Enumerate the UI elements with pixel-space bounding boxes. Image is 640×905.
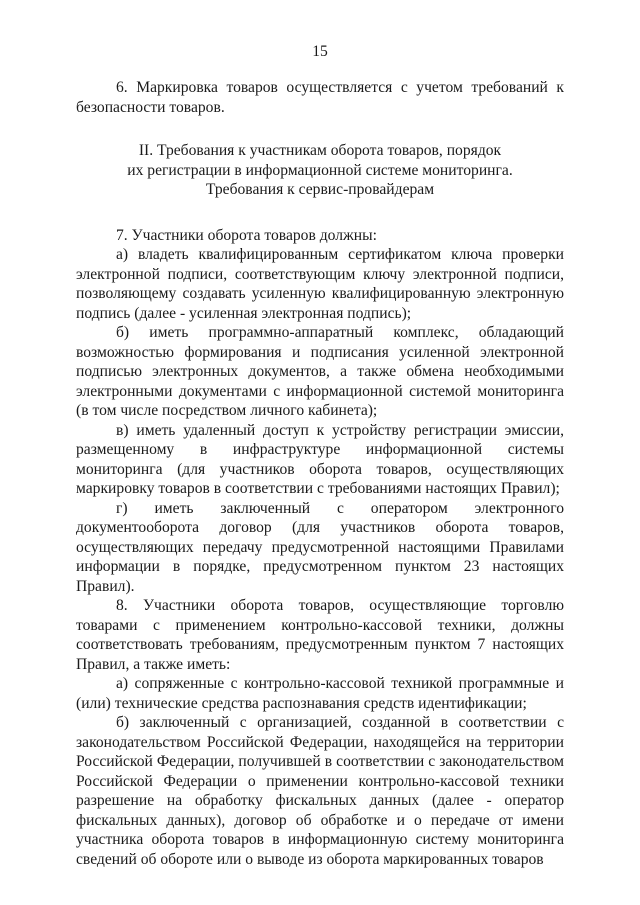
section-heading — [76, 141, 564, 200]
section-heading-line-3: Требования к сервис-провайдерам — [205, 181, 435, 198]
paragraph-8b: б) заключенный с организацией, созданной в соответствии с законодательством Российской Федерации, находящейся на территории Российской Федерации, получившей в соответствии с законодательством Российской Федерации о применении контрольно-кассовой техники разрешение на обработку фискальных данных (далее - оператор фискальных данных), договор об обработке и о передаче от имени участника оборота товаров в информационную систему мониторинга сведений об обороте или о выводе из оборота маркированных товаров — [76, 714, 564, 868]
paragraph-7b: б) иметь программно-аппаратный комплекс, обладающий возможностью формирования и подписания усиленной электронной подписью электронных документов, а также обмена необходимыми электронными документами с информационной системой мониторинга (в том числе посредством личного кабинета); — [76, 324, 564, 419]
paragraph-7v: в) иметь удаленный доступ к устройству регистрации эмиссии, размещенному в инфраструктуре информационной системы мониторинга (для участников оборота товаров, осуществляющих маркировку товаров в соответствии с требованиями настоящих Правил); — [76, 421, 564, 497]
paragraph-8: 8. Участники оборота товаров, осуществляющие торговлю товарами с применением контрольно-кассовой техники, должны соответствовать требованиям, предусмотренным пунктом 7 настоящих Правил, а также иметь: — [76, 597, 564, 673]
paragraph-7g: г) иметь заключенный с оператором электронного документооборота договор (для участников оборота товаров, осуществляющих передачу предусмотренной настоящими Правилами информации в порядке, предусмотренном пунктом 23 настоящих Правил). — [76, 499, 564, 595]
paragraph-6: 6. Маркировка товаров осуществляется с учетом требований к безопасности товаров. — [76, 79, 564, 116]
section-heading-line-1: II. Требования к участникам оборота товаров, порядок — [138, 142, 502, 159]
paragraph-7a: а) владеть квалифицированным сертификатом ключа проверки электронной подписи, соответствующим ключу электронной подписи, позволяющему создавать усиленную квалифицированную электронную подпись (далее - усиленная электронная подпись); — [76, 246, 564, 322]
paragraph-7: 7. Участники оборота товаров должны: — [116, 226, 377, 244]
section-heading-line-2: их регистрации в информационной системе мониторинга. — [127, 161, 513, 179]
paragraph-8a: а) сопряженные с контрольно-кассовой техникой программные и (или) технические средства распознавания средств идентификации; — [76, 675, 564, 712]
page-number: 15 — [312, 43, 328, 60]
document-body — [76, 78, 564, 869]
